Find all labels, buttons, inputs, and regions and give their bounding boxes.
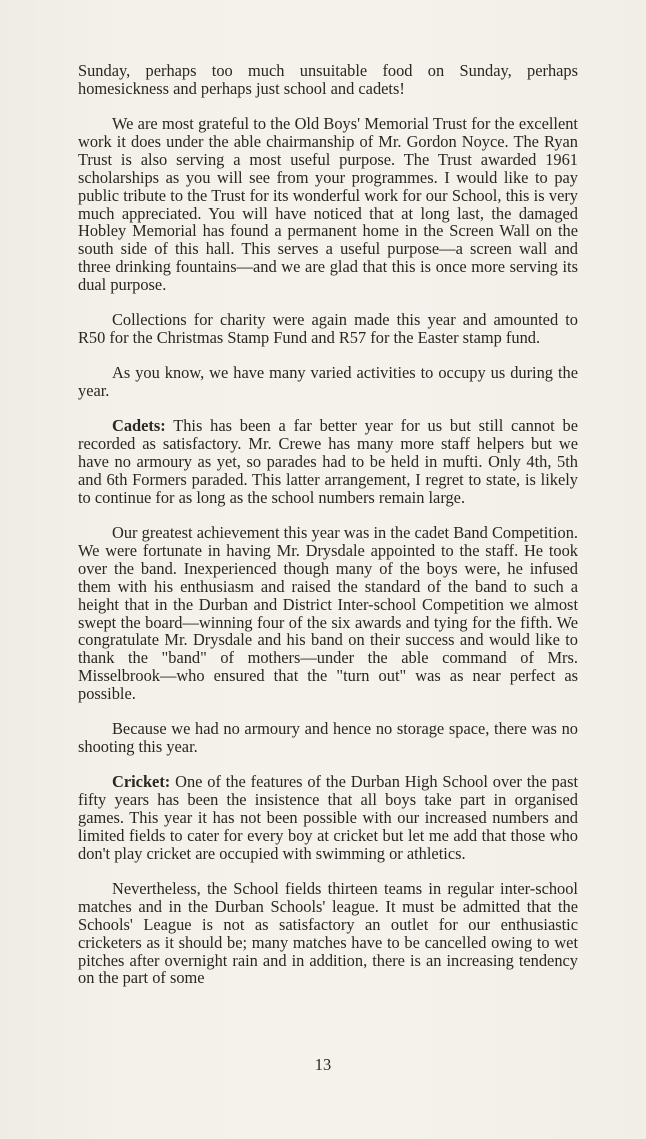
paragraph-text: Sunday, perhaps too much unsuitable food on Sunday, perhaps homesickness and perhaps just school and cadets! bbox=[78, 61, 578, 98]
paragraph bbox=[78, 115, 578, 294]
paragraph bbox=[78, 311, 578, 347]
paragraph-text: Nevertheless, the School fields thirteen teams in regular inter-school matches and in the Durban Schools' league. It must be admitted that the Schools' League is not as satisfactory an outlet for our enthusiastic cricketers as it should be; many matches have to be cancelled owing to wet pitches after overnight rain and in addition, there is an increasing tendency on the part of some bbox=[78, 878, 578, 988]
paragraph-text: This has been a far better year for us but still cannot be recorded as satisfactory. Mr. Crewe has many more staff helpers but we have no armoury as yet, so parades had to be held in mufti. Only 4th, 5th and 6th Formers paraded. This latter arrangement, I regret to state, is likely to continue for as long as the school numbers remain large. bbox=[78, 416, 578, 507]
paragraph-text: Collections for charity were again made this year and amounted to R50 for the Christmas Stamp Fund and R57 for the Easter stamp fund. bbox=[78, 310, 578, 348]
paragraph-text: Because we had no armoury and hence no storage space, there was no shooting this year. bbox=[78, 719, 578, 757]
paragraph-text: We are most grateful to the Old Boys' Memorial Trust for the excellent work it does under the able chairmanship of Mr. Gordon Noyce. The Ryan Trust is also serving a most useful purpose. The Trust awarded 1961 scholarships as you will see from your programmes. I would like to pay public tribute to the Trust for its wonderful work for our School, this is very much appreciated. You will have noticed that at long last, the damaged Hobley Memorial has found a permanent home in the Screen Wall on the south side of this hall. This serves a useful purpose—a screen wall and three drinking fountains—and we are glad that this is once more serving its dual purpose. bbox=[78, 114, 578, 295]
paragraph-text: One of the features of the Durban High School over the past fifty years has been the insistence that all boys take part in organised games. This year it has not been possible with our increased numbers and limited fields to cater for every boy at cricket but let me add that those who don't play cricket are occupied with swimming or athletics. bbox=[78, 772, 578, 863]
body-text bbox=[78, 62, 578, 1005]
paragraph bbox=[78, 880, 578, 987]
section-heading-cadets: Cadets: bbox=[112, 416, 166, 436]
paragraph-cadets bbox=[78, 417, 578, 507]
paragraph-text: As you know, we have many varied activities to occupy us during the year. bbox=[78, 363, 578, 401]
paragraph-text: Our greatest achievement this year was in the cadet Band Competition. We were fortunate in having Mr. Drysdale appointed to the staff. He took over the band. Inexperienced though many of the boys were, he infused them with his enthusiasm and raised the standard of the band to such a height that in the Durban and District Inter-school Competition we almost swept the board—winning four of the six awards and tying for the fifth. We congratulate Mr. Drysdale and his band on their success and would like to thank the "band" of mothers—under the able command of Mrs. Misselbrook—who ensured that the "turn out" was as near perfect as possible. bbox=[78, 522, 578, 704]
paragraph-cricket bbox=[78, 773, 578, 863]
paragraph bbox=[78, 524, 578, 703]
paragraph bbox=[78, 364, 578, 400]
paragraph bbox=[78, 62, 578, 98]
section-heading-cricket: Cricket: bbox=[112, 772, 171, 792]
paragraph bbox=[78, 720, 578, 756]
page-number: 13 bbox=[314, 1055, 332, 1074]
